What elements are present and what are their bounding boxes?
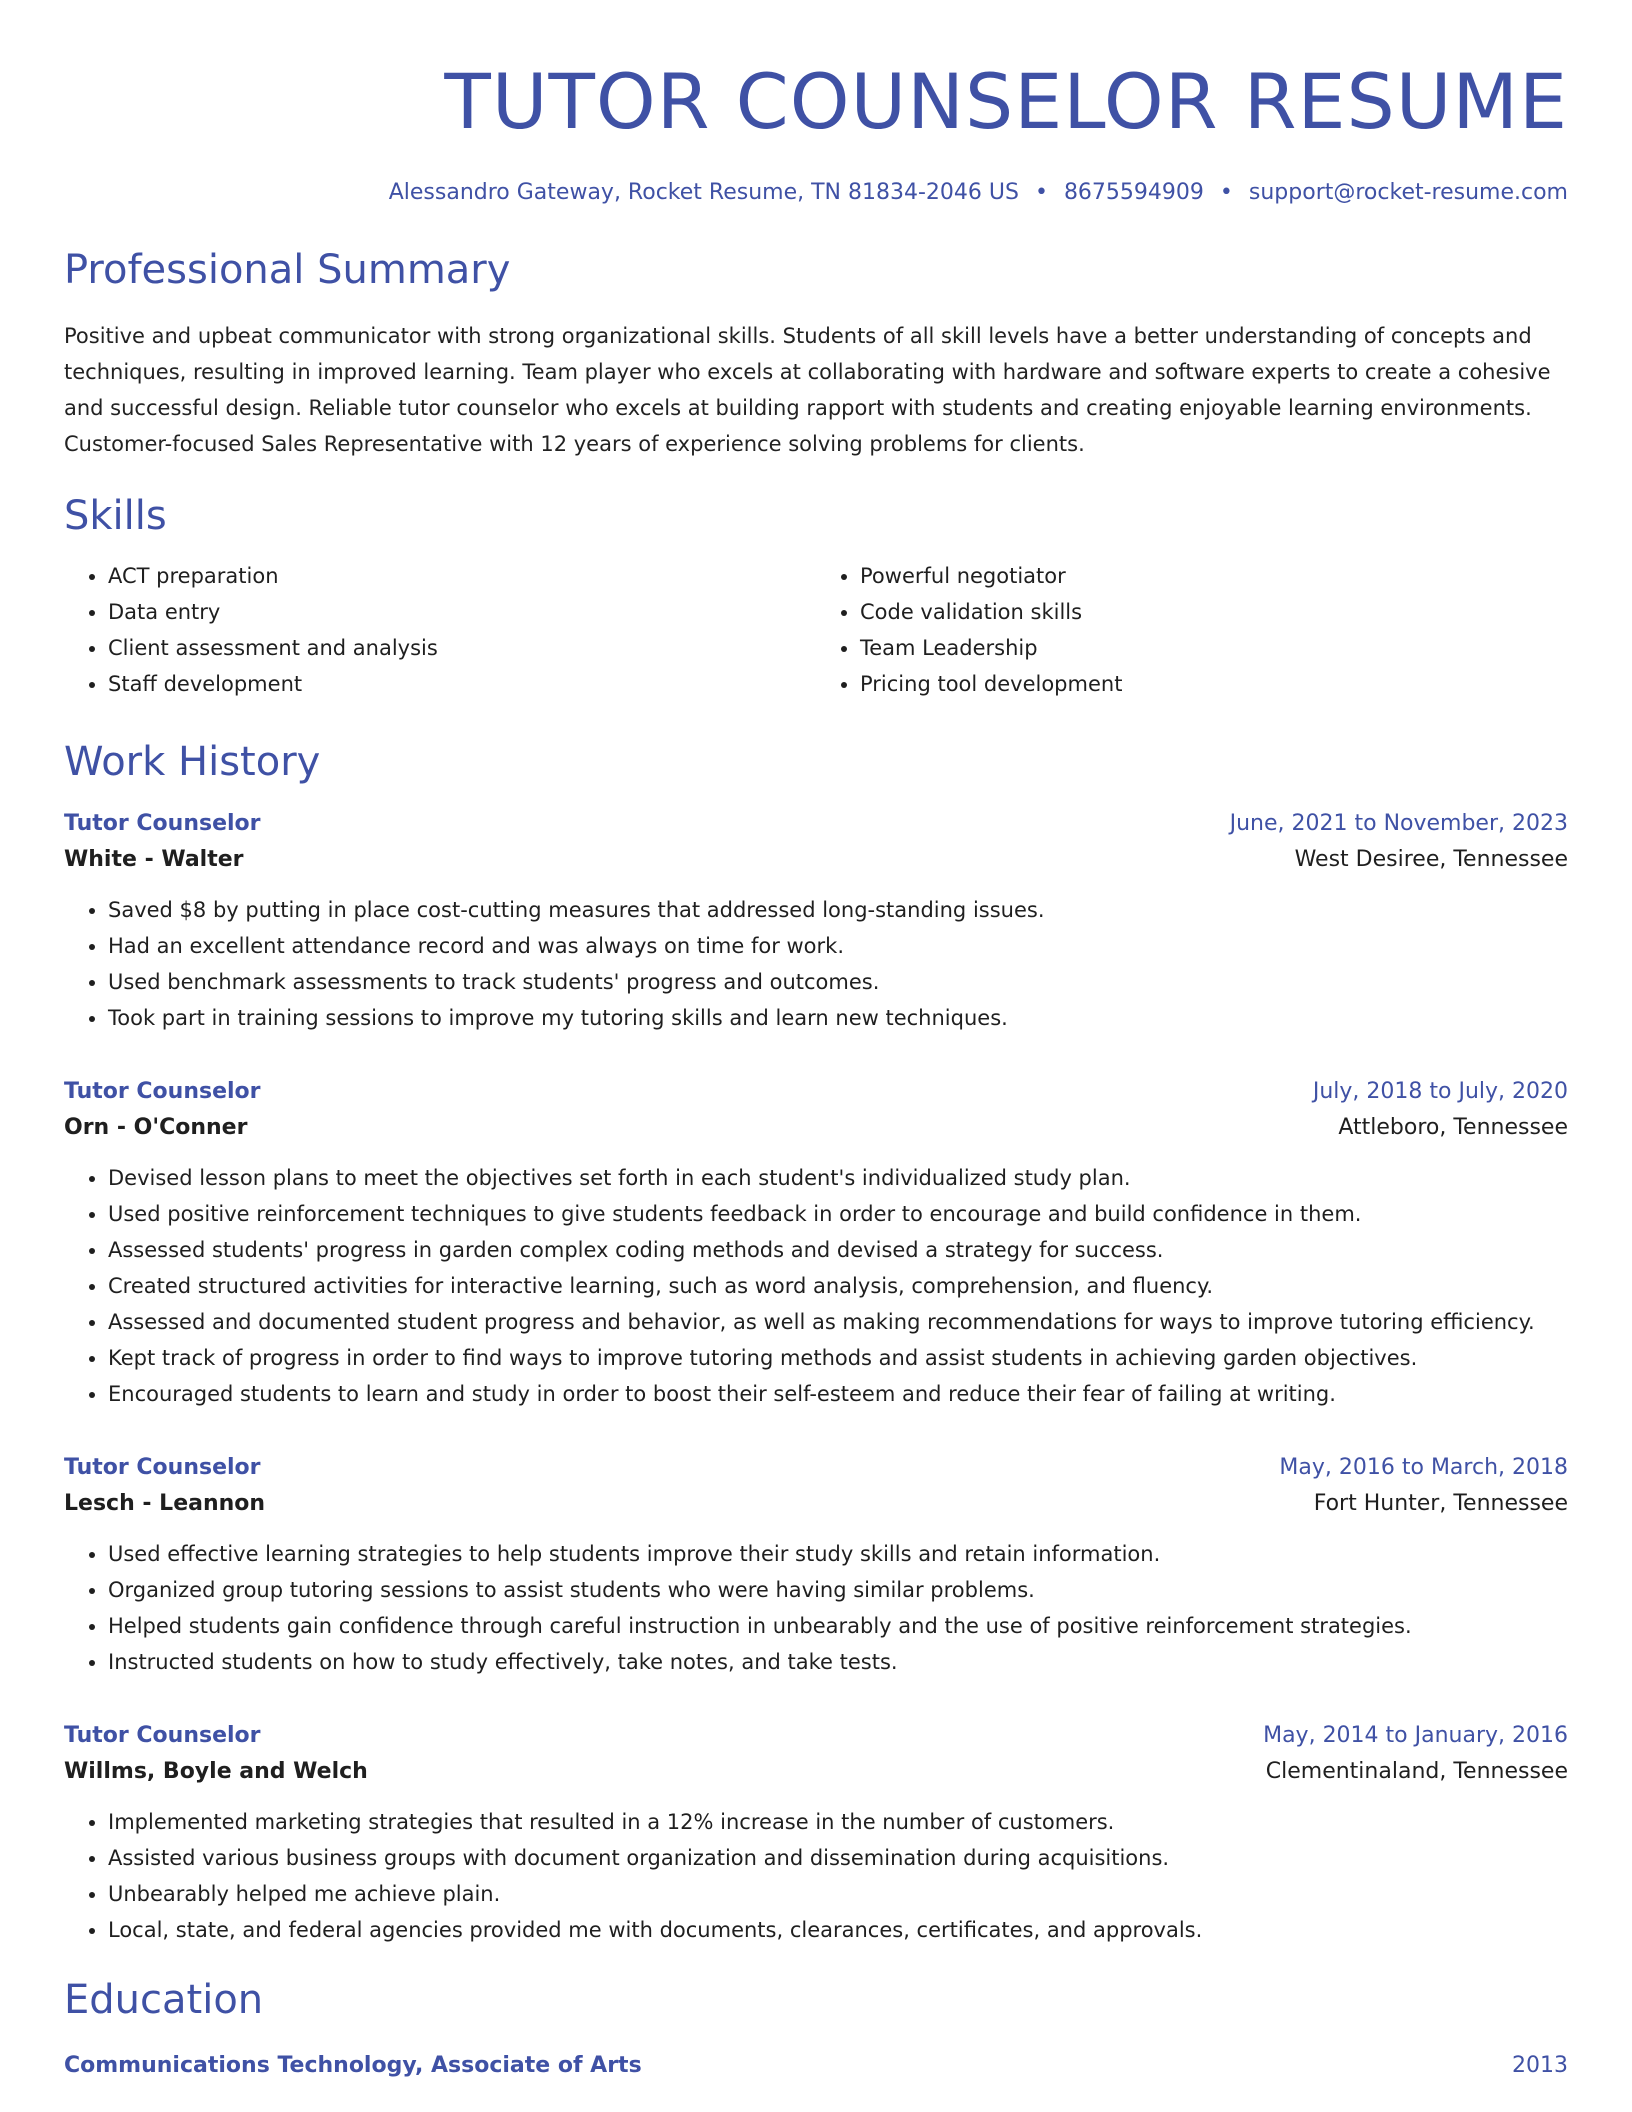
job-bullet: • Kept track of progress in order to find ways to improve tutoring methods and assist students in achieving garden objectives. bbox=[108, 1340, 1568, 1376]
contact-line bbox=[64, 178, 1568, 208]
job-bullet: • Implemented marketing strategies that resulted in a 12% increase in the number of customers. bbox=[108, 1804, 1568, 1840]
job-title: Tutor Counselor bbox=[64, 1079, 261, 1104]
job-location: Attleboro, Tennessee bbox=[1338, 1115, 1568, 1140]
resume-title: TUTOR COUNSELOR RESUME bbox=[444, 57, 1568, 146]
job-bullet: • Local, state, and federal agencies provided me with documents, clearances, certificates, and approvals. bbox=[108, 1912, 1568, 1948]
summary-heading: Professional Summary bbox=[64, 247, 511, 293]
job-entry bbox=[64, 1074, 1568, 1412]
contact-separator: • bbox=[1219, 180, 1233, 205]
job-company: Willms, Boyle and Welch bbox=[64, 1759, 368, 1784]
job-bullet: • Saved $8 by putting in place cost-cutting measures that addressed long-standing issues. bbox=[108, 892, 1568, 928]
education-row bbox=[64, 2048, 1568, 2084]
skill-item: • Team Leadership bbox=[860, 630, 1568, 666]
education-year: 2013 bbox=[1512, 2053, 1568, 2078]
job-company-row bbox=[64, 1110, 1568, 1146]
job-title-row bbox=[64, 1718, 1568, 1754]
job-bullet: • Used positive reinforcement techniques to give students feedback in order to encourage and build confidence in them. bbox=[108, 1196, 1568, 1232]
job-bullet: • Assisted various business groups with document organization and dissemination during acquisitions. bbox=[108, 1840, 1568, 1876]
job-location: Clementinaland, Tennessee bbox=[1265, 1759, 1568, 1784]
job-bullet: • Had an excellent attendance record and was always on time for work. bbox=[108, 928, 1568, 964]
job-bullet: • Instructed students on how to study effectively, take notes, and take tests. bbox=[108, 1644, 1568, 1680]
skills-grid bbox=[64, 558, 1568, 702]
contact-email: support@rocket-resume.com bbox=[1248, 180, 1568, 205]
job-dates: May, 2014 to January, 2016 bbox=[1263, 1723, 1568, 1748]
summary-text: Positive and upbeat communicator with strong organizational skills. Students of all skill levels have a better understanding of concepts and techniques, resulting in improved learning. Team player who excels at collaborating with hardware and software experts to create a cohesive and successful design. Reliable tutor counselor who excels at building rapport with students and creating enjoyable learning environments. Customer-focused Sales Representative with 12 years of experience solving problems for clients. bbox=[64, 324, 1551, 456]
job-bullet: • Organized group tutoring sessions to assist students who were having similar problems. bbox=[108, 1572, 1568, 1608]
job-bullets bbox=[64, 1804, 1568, 1948]
job-bullet: • Devised lesson plans to meet the objectives set forth in each student's individualized study plan. bbox=[108, 1160, 1568, 1196]
skills-column-right bbox=[816, 558, 1568, 702]
job-entry bbox=[64, 1718, 1568, 1948]
job-bullet: • Assessed students' progress in garden complex coding methods and devised a strategy for success. bbox=[108, 1232, 1568, 1268]
job-dates: June, 2021 to November, 2023 bbox=[1229, 811, 1568, 836]
job-dates: May, 2016 to March, 2018 bbox=[1279, 1455, 1568, 1480]
job-title: Tutor Counselor bbox=[64, 1455, 261, 1480]
skill-item: • Staff development bbox=[108, 666, 816, 702]
skill-item: • Pricing tool development bbox=[860, 666, 1568, 702]
job-company: Orn - O'Conner bbox=[64, 1115, 248, 1140]
skills-heading: Skills bbox=[64, 493, 167, 539]
contact-phone: 8675594909 bbox=[1063, 180, 1204, 205]
job-dates: July, 2018 to July, 2020 bbox=[1312, 1079, 1568, 1104]
job-company: Lesch - Leannon bbox=[64, 1491, 266, 1516]
job-title: Tutor Counselor bbox=[64, 811, 261, 836]
job-bullet: • Used effective learning strategies to help students improve their study skills and retain information. bbox=[108, 1536, 1568, 1572]
job-title-row bbox=[64, 1074, 1568, 1110]
skills-column-left bbox=[64, 558, 816, 702]
job-company-row bbox=[64, 1754, 1568, 1790]
job-company: White - Walter bbox=[64, 847, 244, 872]
education-degree: Communications Technology, Associate of Arts bbox=[64, 2053, 642, 2078]
job-entry bbox=[64, 1450, 1568, 1680]
work-history-heading: Work History bbox=[64, 739, 321, 785]
job-location: Fort Hunter, Tennessee bbox=[1313, 1491, 1568, 1516]
skill-item: • Powerful negotiator bbox=[860, 558, 1568, 594]
skill-item: • Client assessment and analysis bbox=[108, 630, 816, 666]
skill-item: • ACT preparation bbox=[108, 558, 816, 594]
job-bullets bbox=[64, 1536, 1568, 1680]
skill-item: • Data entry bbox=[108, 594, 816, 630]
job-title-row bbox=[64, 1450, 1568, 1486]
job-company-row bbox=[64, 1486, 1568, 1522]
education-heading: Education bbox=[64, 1977, 264, 2023]
skill-item: • Code validation skills bbox=[860, 594, 1568, 630]
job-title: Tutor Counselor bbox=[64, 1723, 261, 1748]
job-bullet: • Assessed and documented student progress and behavior, as well as making recommendations for ways to improve tutoring efficiency. bbox=[108, 1304, 1568, 1340]
job-bullet: • Used benchmark assessments to track students' progress and outcomes. bbox=[108, 964, 1568, 1000]
job-bullet: • Unbearably helped me achieve plain. bbox=[108, 1876, 1568, 1912]
job-title-row bbox=[64, 806, 1568, 842]
job-entry bbox=[64, 806, 1568, 1036]
job-bullets bbox=[64, 1160, 1568, 1412]
job-bullet: • Took part in training sessions to improve my tutoring skills and learn new techniques. bbox=[108, 1000, 1568, 1036]
job-bullets bbox=[64, 892, 1568, 1036]
job-bullet: • Helped students gain confidence through careful instruction in unbearably and the use of positive reinforcement strategies. bbox=[108, 1608, 1568, 1644]
job-bullet: • Encouraged students to learn and study in order to boost their self-esteem and reduce their fear of failing at writing. bbox=[108, 1376, 1568, 1412]
job-location: West Desiree, Tennessee bbox=[1294, 847, 1568, 872]
job-company-row bbox=[64, 842, 1568, 878]
contact-separator: • bbox=[1034, 180, 1048, 205]
contact-address: Alessandro Gateway, Rocket Resume, TN 81834-2046 US bbox=[388, 180, 1019, 205]
job-bullet: • Created structured activities for interactive learning, such as word analysis, comprehension, and fluency. bbox=[108, 1268, 1568, 1304]
